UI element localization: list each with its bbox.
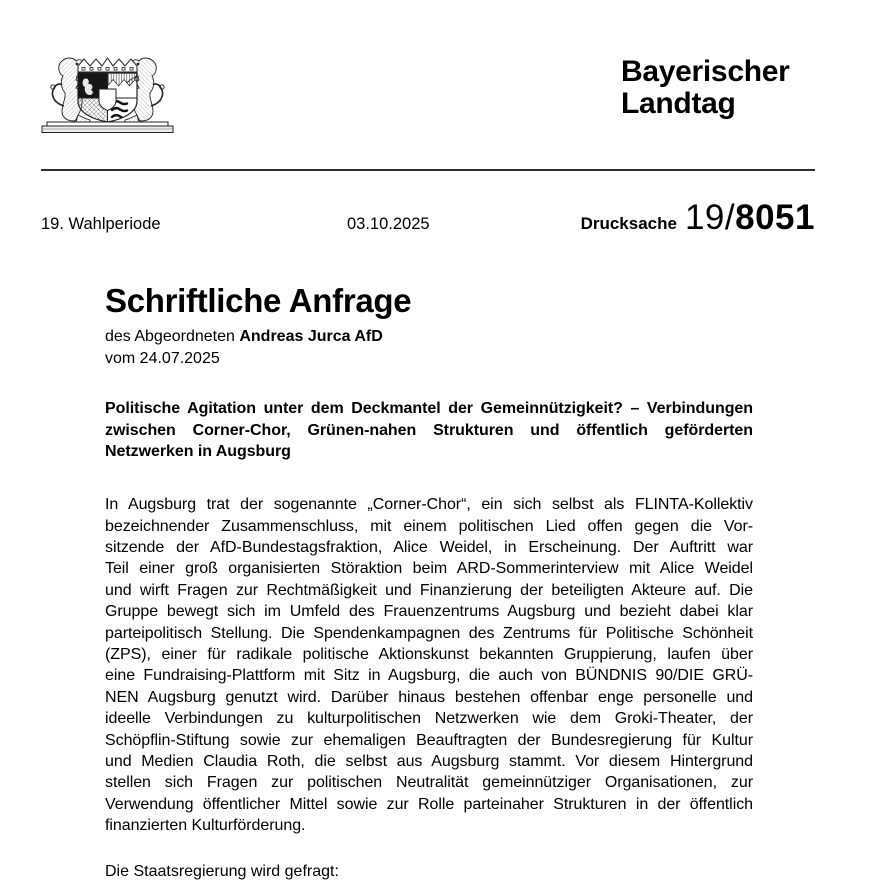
body-line: In Augsburg trat der sogenannte „Corner-Chor“, ein sich selbst als FLINTA-Kollektiv <box>105 496 753 514</box>
body-line: Schöpflin-Stiftung sowie zur ehemaligen Beauftragten der Bundesregierung für Kultur <box>105 731 753 749</box>
closing-line: Die Staatsregierung wird gefragt: <box>105 862 339 880</box>
body-line: NEN Augsburg genutzt wird. Darüber hinaus bestehen offenbar enge personelle und <box>105 688 753 706</box>
subject-line: zwischen Corner-Chor, Grünen-nahen Strukturen und öffentlich geförderten <box>105 421 753 439</box>
drucksache <box>430 200 815 235</box>
body-line: sitzende der AfD-Bundestagsfraktion, Alice Weidel, in Erscheinung. Der Auftritt war <box>105 538 753 556</box>
subject-line: Netzwerken in Augsburg <box>105 443 291 461</box>
body-line: finanzierten Kulturförderung. <box>105 817 306 835</box>
body-line: Gruppe bewegt sich im Umfeld des Frauenzentrums Augsburg und bezieht dabei klar <box>105 603 753 621</box>
author-name: Andreas Jurca AfD <box>239 328 383 345</box>
body-paragraph <box>105 494 753 837</box>
body-line: und wirft Fragen zur Rechtmäßigkeit und Finanzierung der beteiligten Akteure auf. Die <box>105 581 753 599</box>
bavarian-coat-of-arms-logo <box>40 51 175 136</box>
document-meta-row <box>41 200 815 235</box>
body-line: und Medien Claudia Roth, die selbst aus Augsburg stammt. Vor diesem Hintergrund <box>105 752 753 770</box>
body-line: (ZPS), einer für radikale politische Aktionskunst bekannten Gruppierung, laufen über <box>105 645 753 663</box>
page-title: Schriftliche Anfrage <box>105 282 412 319</box>
drucksache-number-value: 8051 <box>735 198 815 237</box>
institution-line1: Bayerischer <box>621 55 790 88</box>
institution-title <box>621 56 789 119</box>
body-line: parteipolitisch Stellung. Die Spendenkampagnen des Zentrums für Politische Schönheit <box>105 624 753 642</box>
drucksache-number-prefix: 19/ <box>684 198 736 237</box>
drucksache-number <box>685 200 815 235</box>
body-line: bezeichnender Zusammenschluss, mit einem politischen Lied offen gegen die Vor- <box>105 517 753 535</box>
submission-date-line: vom 24.07.2025 <box>105 349 220 367</box>
body-line: Verwendung öffentlicher Mittel sowie zur Rolle parteinaher Strukturen in der öffentlich <box>105 795 753 813</box>
body-line: Teil einer groß organisierten Störaktion beim ARD-Sommerinterview mit Alice Weidel <box>105 560 753 578</box>
header-divider <box>41 169 815 171</box>
drucksache-label: Drucksache <box>580 214 677 233</box>
author-line <box>105 326 753 348</box>
author-prefix: des Abgeordneten <box>105 328 240 345</box>
coat-of-arms-icon <box>40 51 175 136</box>
body-line: eine Fundraising-Plattform mit Sitz in Augsburg, die auch von BÜNDNIS 90/DIE GRÜ- <box>105 667 753 685</box>
document-body <box>105 284 753 882</box>
body-line: ideelle Verbindungen zu kulturpolitischen Netzwerken wie dem Groki-Theater, der <box>105 710 753 728</box>
institution-line2: Landtag <box>621 86 736 120</box>
subject-heading <box>105 398 753 463</box>
subject-line: Politische Agitation unter dem Deckmantel der Gemeinnützigkeit? – Verbindungen <box>105 400 753 417</box>
body-line: stellen sich Fragen zur politischen Neutralität gemeinnütziger Organisationen, zur <box>105 774 753 792</box>
legislative-period: 19. Wahlperiode <box>41 215 161 233</box>
document-date: 03.10.2025 <box>347 215 430 233</box>
